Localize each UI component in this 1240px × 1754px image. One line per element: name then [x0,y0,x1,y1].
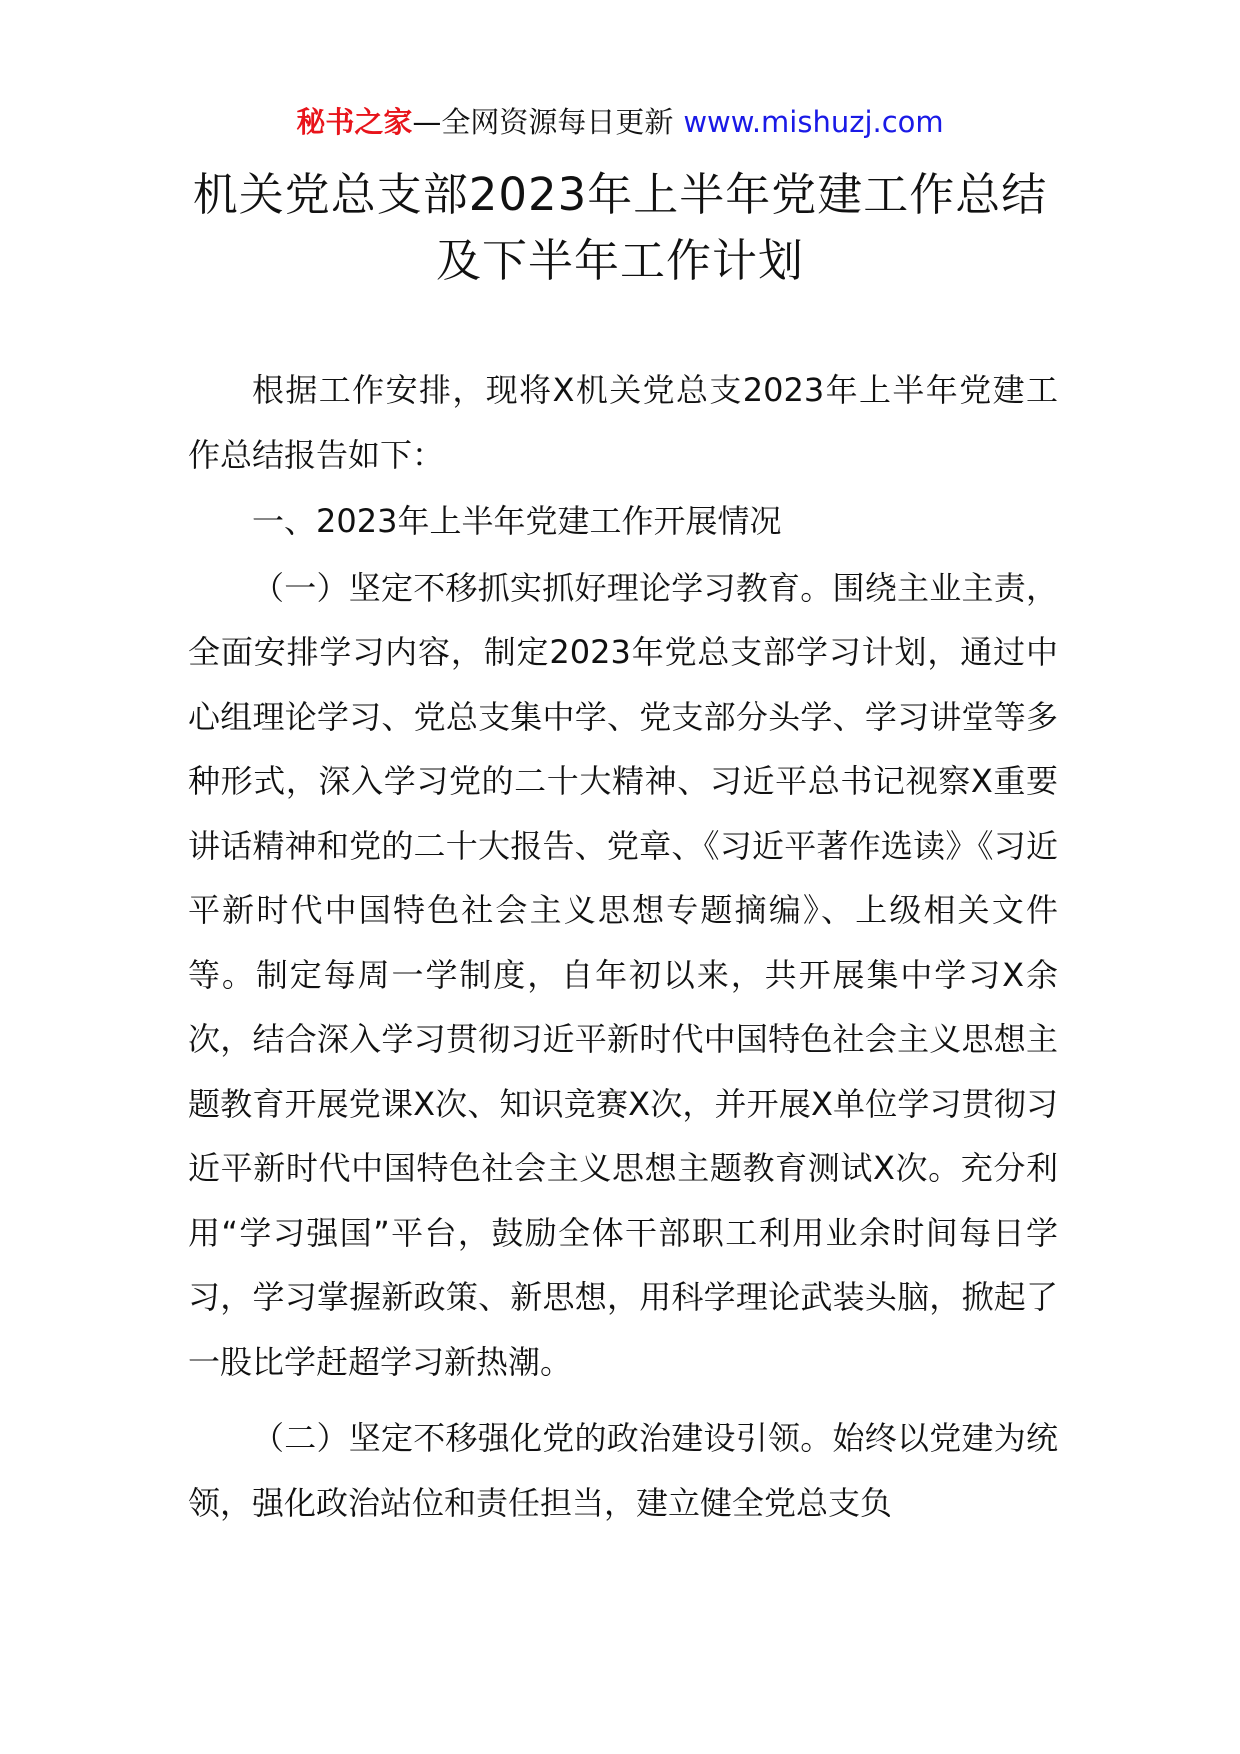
body-paragraph: （二）坚定不移强化党的政治建设引领。始终以党建为统领，强化政治站位和责任担当，建立健全党总支负 [188,1419,1058,1522]
site-url-link[interactable]: www.mishuzj.com [683,105,944,139]
title-line-1: 机关党总支部2023年上半年党建工作总结 [192,168,1048,221]
body-paragraph: （一）坚定不移抓实抓好理论学习教育。围绕主业主责，全面安排学习内容，制定2023年党总支部学习计划，通过中心组理论学习、党总支集中学、党支部分头学、学习讲堂等多种形式，深入学习党的二十大精神、习近平总书记视察X重要讲话精神和党的二十大报告、党章、《习近平著作选读》《习近平新时代中国特色社会主义思想专题摘编》、上级相关文件等。制定每周一学制度，自年初以来，共开展集中学习X余次，结合深入学习贯彻习近平新时代中国特色社会主义思想主题教育开展党课X次、知识竞赛X次，并开展X单位学习贯彻习近平新时代中国特色社会主义思想主题教育测试X次。充分利用“学习强国”平台，鼓励全体干部职工利用业余时间每日学习，学习掌握新政策、新思想，用科学理论武装头脑，掀起了一股比学赶超学习新热潮。 [188,568,1058,1381]
watermark-header [0,102,1240,142]
document-title [120,162,1120,294]
section-heading: 一、2023年上半年党建工作开展情况 [252,502,782,540]
title-line-2: 及下半年工作计划 [435,234,804,287]
intro-paragraph: 根据工作安排，现将X机关党总支2023年上半年党建工作总结报告如下： [188,371,1058,474]
site-brand: 秘书之家 [296,105,413,139]
site-tagline: —全网资源每日更新 [412,105,674,139]
document-body [188,358,1058,1535]
